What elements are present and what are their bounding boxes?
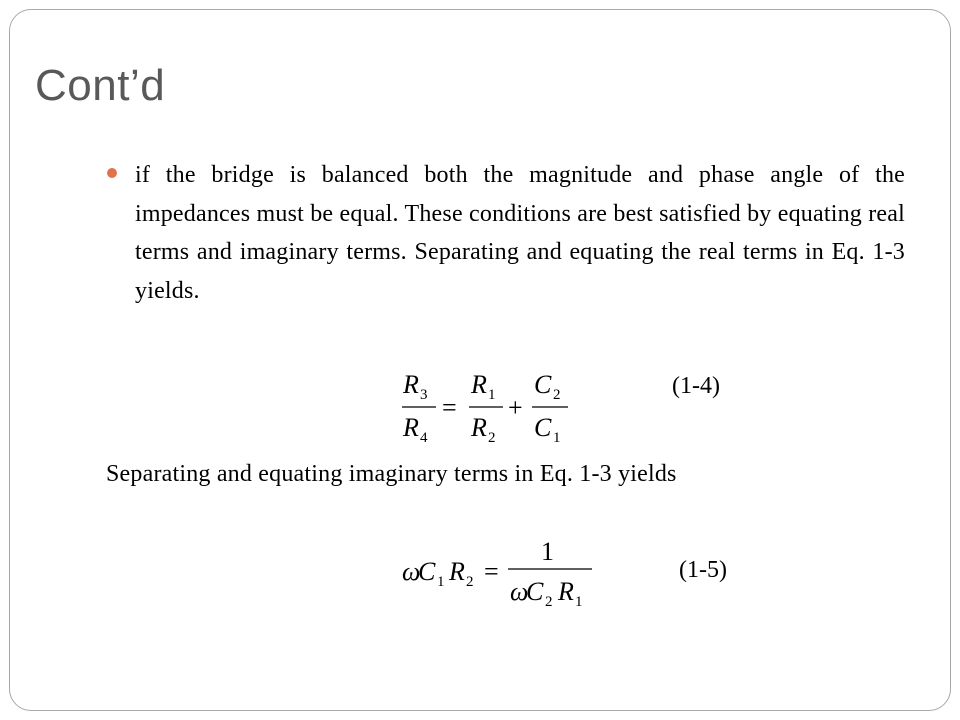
eq1-lhs-den: R: [403, 413, 419, 442]
eq1-lhs-den-sub: 4: [420, 430, 428, 446]
eq1-equals: =: [442, 393, 457, 422]
eq2-den-c-sub: 2: [545, 594, 553, 608]
bullet-paragraph: if the bridge is balanced both the magnitude and phase angle of the impedances must be equal. These conditions are best satisfied by equating real terms and imaginary terms. Separating and equating the real terms in Eq. 1-3 yields.: [135, 162, 905, 304]
eq1-t2-num: C: [534, 370, 552, 399]
eq2-den-r: R: [558, 577, 574, 606]
eq1-lhs-num-sub: 3: [420, 387, 428, 403]
eq1-t2-den-sub: 1: [553, 430, 561, 446]
eq2-num: 1: [541, 537, 554, 566]
eq2-c-sub: 1: [437, 574, 445, 590]
eq1-t1-num: R: [471, 370, 487, 399]
bullet-marker: [107, 168, 117, 178]
eq2-r: R: [449, 557, 465, 586]
equation-label-1-5: (1-5): [679, 557, 727, 583]
eq2-r-sub: 2: [466, 574, 474, 590]
equation-label-1-4: (1-4): [672, 373, 720, 399]
eq1-t1-num-sub: 1: [488, 387, 496, 403]
eq2-equals: =: [484, 557, 499, 586]
equation-1-4: [398, 366, 578, 446]
eq2-omega: ω: [402, 557, 421, 586]
eq1-t2-num-sub: 2: [553, 387, 561, 403]
eq2-den-omega: ω: [510, 577, 529, 606]
slide-title: Cont’d: [35, 61, 166, 110]
eq1-t1-den-sub: 2: [488, 430, 496, 446]
eq1-plus: +: [508, 393, 523, 422]
eq2-den-r-sub: 1: [575, 594, 583, 608]
imaginary-terms-line: Separating and equating imaginary terms in Eq. 1-3 yields: [106, 461, 677, 487]
equation-1-5: [398, 536, 598, 608]
eq2-den-c: C: [526, 577, 544, 606]
eq1-t2-den: C: [534, 413, 552, 442]
eq2-c: C: [418, 557, 436, 586]
eq1-lhs-num: R: [403, 370, 419, 399]
eq1-t1-den: R: [471, 413, 487, 442]
